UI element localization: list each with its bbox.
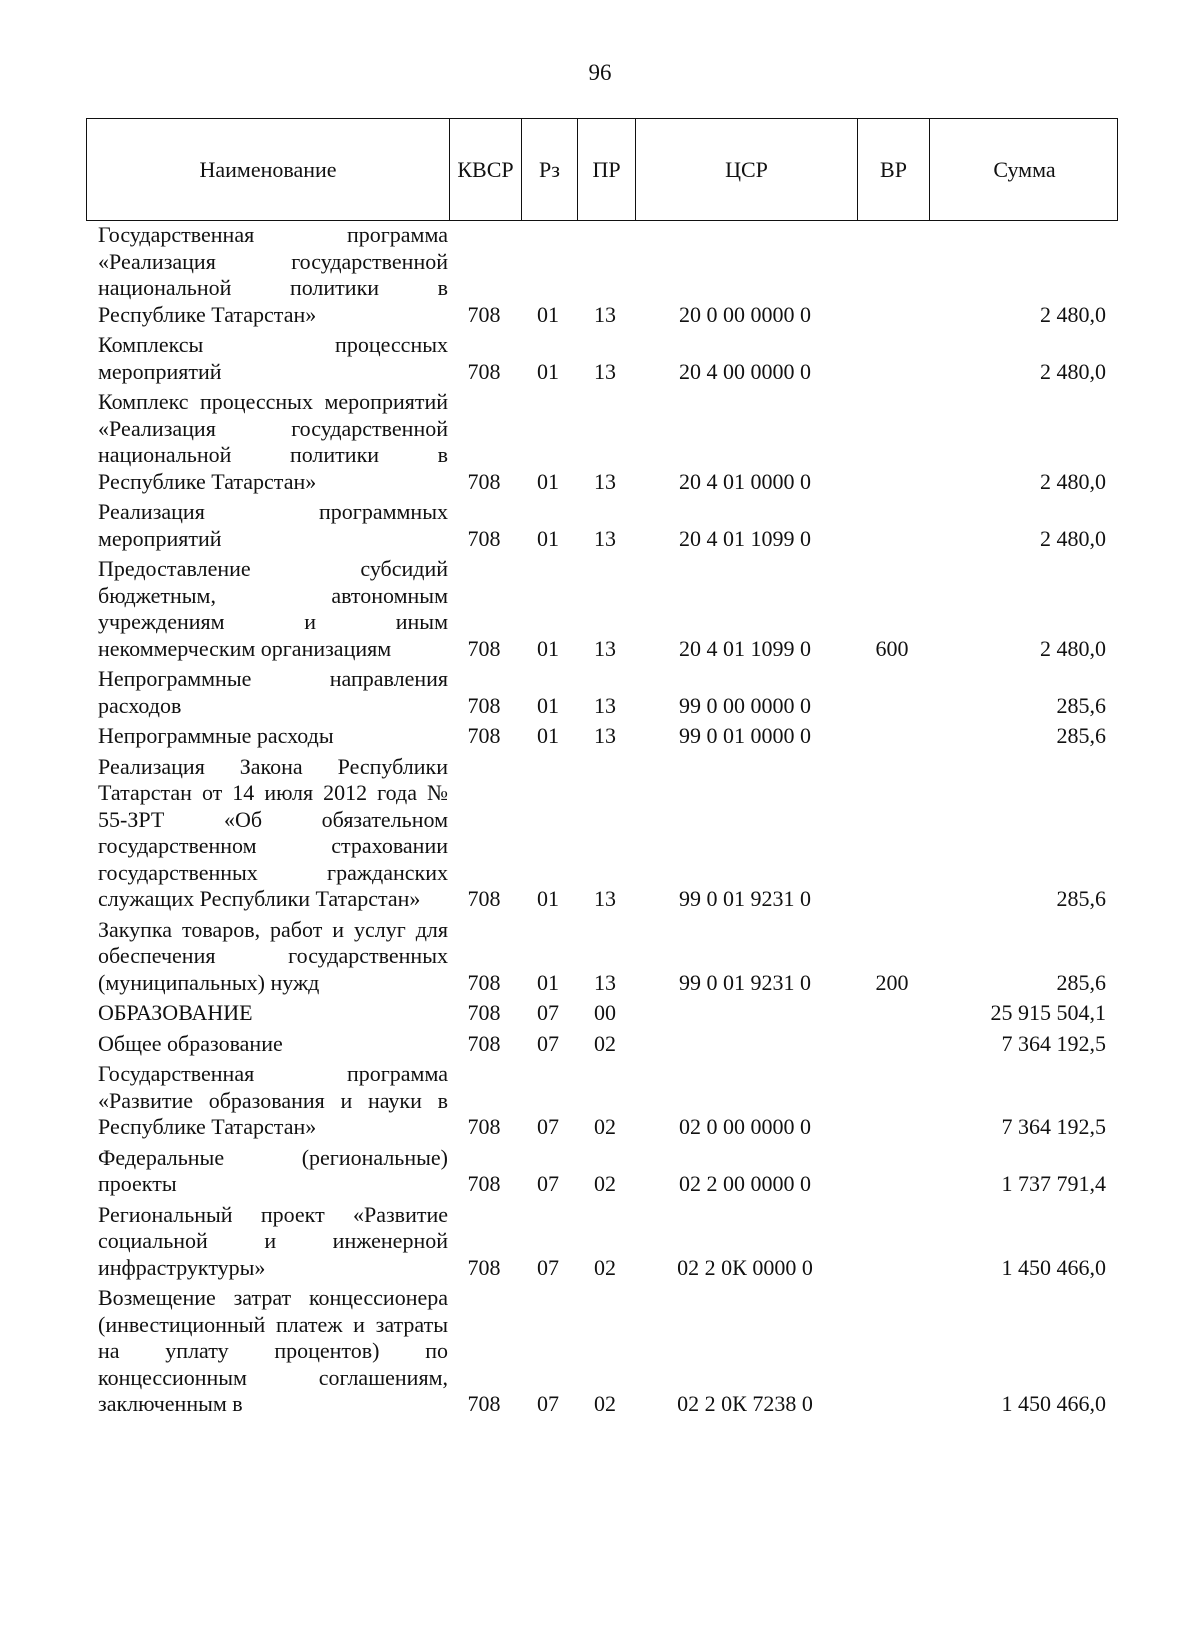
row-kvsr: 708 xyxy=(467,886,501,911)
table-row xyxy=(86,1000,1118,1027)
row-sum: 2 480,0 xyxy=(1040,358,1106,384)
table-row xyxy=(86,499,1118,552)
row-pr: 13 xyxy=(594,525,616,551)
row-csr: 02 2 0К 7238 0 xyxy=(677,1391,813,1416)
row-rz: 01 xyxy=(537,723,559,748)
row-name: Комплексы процессных мероприятий xyxy=(98,332,448,384)
table-row xyxy=(86,917,1118,997)
row-rz: 01 xyxy=(537,525,559,551)
row-sum: 2 480,0 xyxy=(1040,301,1106,327)
row-csr: 20 0 00 0000 0 xyxy=(679,301,811,327)
row-sum: 1 737 791,4 xyxy=(1001,1171,1106,1196)
row-kvsr: 708 xyxy=(467,635,501,661)
row-sum: 2 480,0 xyxy=(1040,468,1106,494)
header-pr: ПР xyxy=(577,119,635,220)
row-rz: 01 xyxy=(537,301,559,327)
row-name: Непрограммные направления расходов xyxy=(98,666,448,718)
row-name: Реализация программных мероприятий xyxy=(98,499,448,551)
row-csr: 99 0 00 0000 0 xyxy=(679,692,811,718)
row-rz: 01 xyxy=(537,969,559,995)
row-csr: 20 4 00 0000 0 xyxy=(679,358,811,384)
row-pr: 02 xyxy=(594,1391,616,1416)
row-sum: 285,6 xyxy=(1056,723,1106,748)
row-pr: 13 xyxy=(594,969,616,995)
row-rz: 07 xyxy=(537,1254,559,1280)
header-sum: Сумма xyxy=(929,119,1119,220)
header-vr: ВР xyxy=(857,119,929,220)
table-row xyxy=(86,1031,1118,1058)
row-pr: 13 xyxy=(594,468,616,494)
row-name: Федеральные (региональные) проекты xyxy=(98,1144,448,1196)
row-pr: 13 xyxy=(594,692,616,718)
table-row xyxy=(86,332,1118,385)
row-pr: 02 xyxy=(594,1030,616,1056)
table-row xyxy=(86,1061,1118,1141)
row-csr: 02 0 00 0000 0 xyxy=(679,1114,811,1139)
row-csr: 02 2 0К 0000 0 xyxy=(677,1254,813,1280)
row-kvsr: 708 xyxy=(467,525,501,551)
row-name: Государственная программа «Реализация государственной национальной политики в Республике Татарстан» xyxy=(98,222,448,327)
row-csr: 20 4 01 0000 0 xyxy=(679,468,811,494)
row-pr: 02 xyxy=(594,1114,616,1139)
row-rz: 01 xyxy=(537,692,559,718)
row-vr: 200 xyxy=(875,969,909,995)
row-rz: 01 xyxy=(537,635,559,661)
row-name: Возмещение затрат концессионера (инвестиционный платеж и затраты на уплату процентов) по концессионным соглашениям, заключенным в xyxy=(98,1285,448,1416)
row-sum: 285,6 xyxy=(1056,969,1106,995)
table-row xyxy=(86,389,1118,495)
row-name: Предоставление субсидий бюджетным, автономным учреждениям и иным некоммерческим организациям xyxy=(98,556,448,661)
row-name: Государственная программа «Развитие образования и науки в Республике Татарстан» xyxy=(98,1061,448,1139)
page-number: 96 xyxy=(588,60,612,85)
row-csr: 99 0 01 9231 0 xyxy=(679,969,811,995)
table-row xyxy=(86,1145,1118,1198)
row-name: ОБРАЗОВАНИЕ xyxy=(98,1000,253,1025)
row-sum: 7 364 192,5 xyxy=(1001,1114,1106,1139)
row-name: Закупка товаров, работ и услуг для обеспечения государственных (муниципальных) нужд xyxy=(98,916,448,995)
row-rz: 01 xyxy=(537,886,559,911)
row-csr: 20 4 01 1099 0 xyxy=(679,525,811,551)
row-name: Непрограммные расходы xyxy=(98,723,334,748)
row-pr: 13 xyxy=(594,886,616,911)
row-csr: 20 4 01 1099 0 xyxy=(679,635,811,661)
row-kvsr: 708 xyxy=(467,723,501,748)
row-sum: 2 480,0 xyxy=(1040,525,1106,551)
table-body xyxy=(86,222,1118,1422)
row-name: Комплекс процессных мероприятий «Реализация государственной национальной политики в Республике Татарстан» xyxy=(98,389,448,494)
row-kvsr: 708 xyxy=(467,468,501,494)
row-pr: 13 xyxy=(594,723,616,748)
table-row xyxy=(86,666,1118,719)
row-name: Реализация Закона Республики Татарстан от 14 июля 2012 года № 55-ЗРТ «Об обязательном государственном страховании государственных гражданских служащих Республики Татарстан» xyxy=(98,753,448,911)
row-sum: 1 450 466,0 xyxy=(1001,1254,1106,1280)
row-kvsr: 708 xyxy=(467,358,501,384)
row-rz: 07 xyxy=(537,1391,559,1416)
row-kvsr: 708 xyxy=(467,1000,501,1025)
row-rz: 01 xyxy=(537,358,559,384)
header-rz: Рз xyxy=(521,119,577,220)
row-kvsr: 708 xyxy=(467,969,501,995)
row-kvsr: 708 xyxy=(467,1030,501,1056)
row-kvsr: 708 xyxy=(467,692,501,718)
row-pr: 13 xyxy=(594,635,616,661)
row-kvsr: 708 xyxy=(467,1391,501,1416)
row-sum: 25 915 504,1 xyxy=(990,1000,1106,1025)
row-rz: 07 xyxy=(537,1114,559,1139)
row-csr: 99 0 01 9231 0 xyxy=(679,886,811,911)
row-rz: 01 xyxy=(537,468,559,494)
row-pr: 02 xyxy=(594,1254,616,1280)
header-kvsr: КВСР xyxy=(449,119,521,220)
row-kvsr: 708 xyxy=(467,1171,501,1196)
row-pr: 02 xyxy=(594,1171,616,1196)
header-csr: ЦСР xyxy=(635,119,857,220)
table-row xyxy=(86,1285,1118,1418)
row-name: Общее образование xyxy=(98,1030,283,1056)
row-vr: 600 xyxy=(875,635,909,661)
row-sum: 2 480,0 xyxy=(1040,635,1106,661)
table-row xyxy=(86,1202,1118,1282)
row-pr: 13 xyxy=(594,301,616,327)
row-rz: 07 xyxy=(537,1030,559,1056)
row-sum: 285,6 xyxy=(1056,692,1106,718)
row-name: Региональный проект «Развитие социальной и инженерной инфраструктуры» xyxy=(98,1201,448,1280)
table-row xyxy=(86,556,1118,662)
row-kvsr: 708 xyxy=(467,1114,501,1139)
row-csr: 02 2 00 0000 0 xyxy=(679,1171,811,1196)
row-rz: 07 xyxy=(537,1171,559,1196)
row-pr: 13 xyxy=(594,358,616,384)
table-row xyxy=(86,222,1118,328)
table-row xyxy=(86,723,1118,750)
header-name: Наименование xyxy=(199,156,337,182)
row-pr: 00 xyxy=(594,1000,616,1025)
row-kvsr: 708 xyxy=(467,301,501,327)
row-kvsr: 708 xyxy=(467,1254,501,1280)
table-header xyxy=(86,118,1118,221)
row-rz: 07 xyxy=(537,1000,559,1025)
table-row xyxy=(86,754,1118,913)
row-sum: 1 450 466,0 xyxy=(1001,1391,1106,1416)
row-sum: 285,6 xyxy=(1056,886,1106,911)
row-csr: 99 0 01 0000 0 xyxy=(679,723,811,748)
row-sum: 7 364 192,5 xyxy=(1001,1030,1106,1056)
